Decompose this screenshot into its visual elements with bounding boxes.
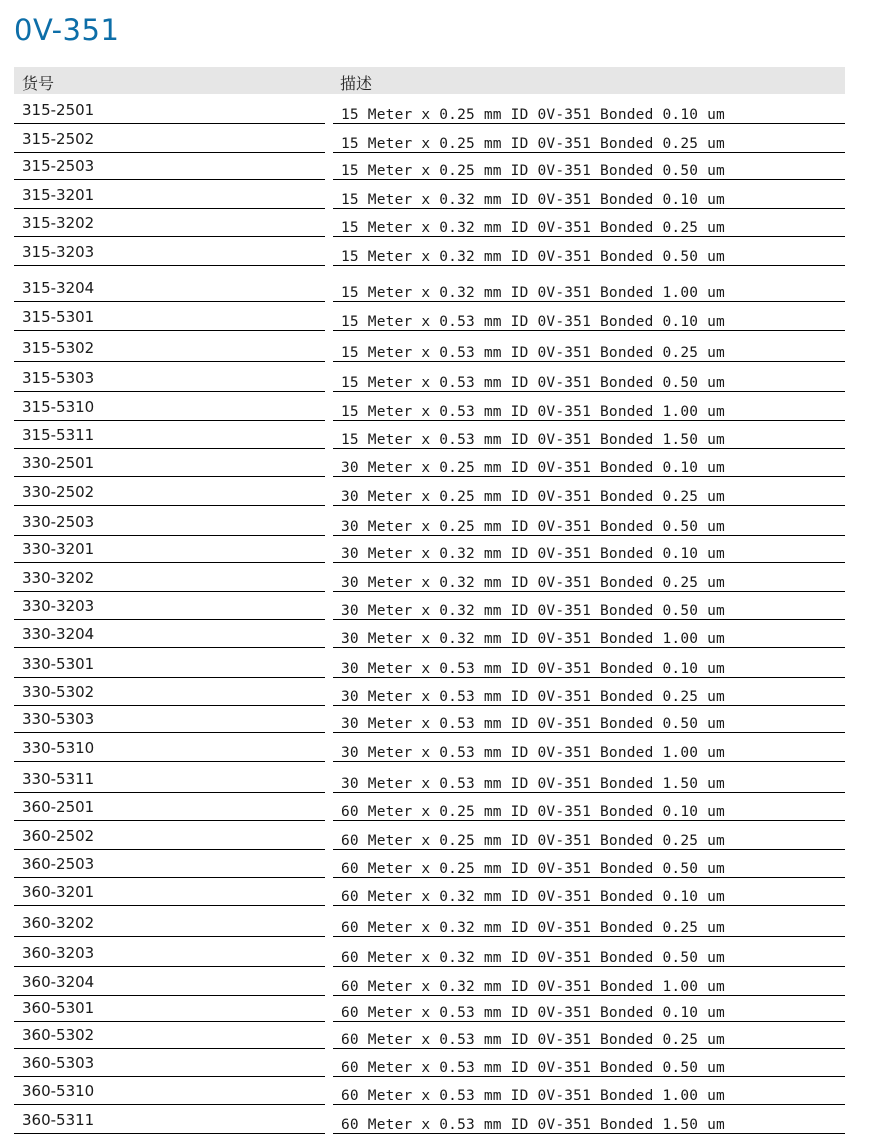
product-description: 15 Meter x 0.25 mm ID 0V-351 Bonded 0.10 um (341, 107, 725, 123)
product-code: 330-3203 (22, 597, 95, 615)
table-row (0, 209, 892, 237)
table-row (0, 1105, 892, 1134)
row-divider (14, 1133, 325, 1134)
product-code: 360-3201 (22, 883, 95, 901)
table-row (0, 648, 892, 678)
product-description: 30 Meter x 0.53 mm ID 0V-351 Bonded 1.00 um (341, 745, 725, 761)
product-description: 60 Meter x 0.25 mm ID 0V-351 Bonded 0.50 um (341, 861, 725, 877)
product-code: 315-2501 (22, 101, 95, 119)
table-row (0, 793, 892, 821)
product-code: 330-5301 (22, 655, 95, 673)
product-code: 360-3204 (22, 973, 95, 991)
product-description: 30 Meter x 0.25 mm ID 0V-351 Bonded 0.10 um (341, 460, 725, 476)
table-row (0, 678, 892, 706)
row-divider (333, 1133, 845, 1134)
product-description: 30 Meter x 0.32 mm ID 0V-351 Bonded 1.00 um (341, 631, 725, 647)
product-code: 360-2503 (22, 855, 95, 873)
product-description: 30 Meter x 0.32 mm ID 0V-351 Bonded 0.10 um (341, 546, 725, 562)
product-description: 30 Meter x 0.53 mm ID 0V-351 Bonded 0.25 um (341, 689, 725, 705)
table-row (0, 878, 892, 906)
product-code: 360-5310 (22, 1082, 95, 1100)
column-header-code: 货号 (22, 74, 55, 93)
product-description: 30 Meter x 0.32 mm ID 0V-351 Bonded 0.25 um (341, 575, 725, 591)
table-row (0, 95, 892, 124)
table-row (0, 124, 892, 153)
product-code: 330-3202 (22, 569, 95, 587)
table-row (0, 449, 892, 477)
product-description: 15 Meter x 0.32 mm ID 0V-351 Bonded 1.00 um (341, 285, 725, 301)
product-description: 15 Meter x 0.53 mm ID 0V-351 Bonded 1.50 um (341, 432, 725, 448)
product-code: 360-2502 (22, 827, 95, 845)
product-description: 30 Meter x 0.25 mm ID 0V-351 Bonded 0.25 um (341, 489, 725, 505)
product-description: 15 Meter x 0.25 mm ID 0V-351 Bonded 0.25 um (341, 136, 725, 152)
table-row (0, 733, 892, 762)
product-description: 30 Meter x 0.53 mm ID 0V-351 Bonded 0.10 um (341, 661, 725, 677)
product-code: 315-5302 (22, 339, 95, 357)
product-code: 360-5311 (22, 1111, 95, 1129)
column-header-description: 描述 (340, 74, 373, 93)
product-code: 315-5310 (22, 398, 95, 416)
table-row (0, 850, 892, 878)
table-row (0, 967, 892, 996)
table-row (0, 266, 892, 302)
product-code: 330-2503 (22, 513, 95, 531)
product-code: 330-3204 (22, 625, 95, 643)
product-code: 330-2501 (22, 454, 95, 472)
product-description: 30 Meter x 0.25 mm ID 0V-351 Bonded 0.50 um (341, 519, 725, 535)
product-code: 330-5311 (22, 770, 95, 788)
table-row (0, 937, 892, 967)
product-description: 60 Meter x 0.53 mm ID 0V-351 Bonded 1.00 um (341, 1088, 725, 1104)
table-row (0, 302, 892, 331)
product-code: 360-3203 (22, 944, 95, 962)
product-code: 315-3203 (22, 243, 95, 261)
table-row (0, 536, 892, 563)
table-row (0, 620, 892, 648)
table-row (0, 706, 892, 733)
product-description: 15 Meter x 0.25 mm ID 0V-351 Bonded 0.50 um (341, 163, 725, 179)
product-code: 315-5303 (22, 369, 95, 387)
product-description: 60 Meter x 0.25 mm ID 0V-351 Bonded 0.10 um (341, 804, 725, 820)
product-description: 15 Meter x 0.32 mm ID 0V-351 Bonded 0.50 um (341, 249, 725, 265)
product-code: 315-5311 (22, 426, 95, 444)
product-description: 15 Meter x 0.32 mm ID 0V-351 Bonded 0.25 um (341, 220, 725, 236)
page-title: 0V-351 (14, 13, 120, 47)
table-row (0, 506, 892, 536)
table-row (0, 762, 892, 793)
product-description: 15 Meter x 0.53 mm ID 0V-351 Bonded 0.50 um (341, 375, 725, 391)
product-code: 360-2501 (22, 798, 95, 816)
table-row (0, 331, 892, 362)
table-row (0, 237, 892, 266)
product-code: 315-2502 (22, 130, 95, 148)
table-row (0, 392, 892, 421)
product-code: 330-3201 (22, 540, 95, 558)
product-description: 15 Meter x 0.53 mm ID 0V-351 Bonded 0.10 um (341, 314, 725, 330)
product-description: 60 Meter x 0.32 mm ID 0V-351 Bonded 0.10 um (341, 889, 725, 905)
product-code: 360-5301 (22, 999, 95, 1017)
table-row (0, 821, 892, 850)
product-description: 60 Meter x 0.53 mm ID 0V-351 Bonded 0.25 um (341, 1032, 725, 1048)
table-row (0, 592, 892, 620)
product-code: 360-3202 (22, 914, 95, 932)
table-row (0, 1022, 892, 1049)
product-code: 315-3202 (22, 214, 95, 232)
product-code: 330-5303 (22, 710, 95, 728)
product-description: 60 Meter x 0.32 mm ID 0V-351 Bonded 0.25 um (341, 920, 725, 936)
table-row (0, 180, 892, 209)
product-description: 30 Meter x 0.32 mm ID 0V-351 Bonded 0.50 um (341, 603, 725, 619)
product-description: 60 Meter x 0.53 mm ID 0V-351 Bonded 0.10 um (341, 1005, 725, 1021)
product-code: 315-3201 (22, 186, 95, 204)
product-code: 315-2503 (22, 157, 95, 175)
product-code: 330-5310 (22, 739, 95, 757)
product-description: 15 Meter x 0.53 mm ID 0V-351 Bonded 0.25 um (341, 345, 725, 361)
product-code: 330-5302 (22, 683, 95, 701)
table-row (0, 1049, 892, 1077)
product-description: 60 Meter x 0.25 mm ID 0V-351 Bonded 0.25 um (341, 833, 725, 849)
table-row (0, 1077, 892, 1105)
table-row (0, 563, 892, 592)
product-description: 30 Meter x 0.53 mm ID 0V-351 Bonded 1.50 um (341, 776, 725, 792)
product-description: 30 Meter x 0.53 mm ID 0V-351 Bonded 0.50 um (341, 716, 725, 732)
table-row (0, 153, 892, 180)
product-description: 60 Meter x 0.53 mm ID 0V-351 Bonded 0.50 um (341, 1060, 725, 1076)
table-row (0, 477, 892, 506)
product-code: 360-5303 (22, 1054, 95, 1072)
product-description: 15 Meter x 0.32 mm ID 0V-351 Bonded 0.10 um (341, 192, 725, 208)
product-description: 60 Meter x 0.32 mm ID 0V-351 Bonded 0.50 um (341, 950, 725, 966)
product-code: 330-2502 (22, 483, 95, 501)
product-description: 60 Meter x 0.53 mm ID 0V-351 Bonded 1.50 um (341, 1117, 725, 1133)
table-row (0, 906, 892, 937)
product-description: 15 Meter x 0.53 mm ID 0V-351 Bonded 1.00 um (341, 404, 725, 420)
product-code: 360-5302 (22, 1026, 95, 1044)
table-row (0, 421, 892, 449)
product-code: 315-3204 (22, 279, 95, 297)
product-description: 60 Meter x 0.32 mm ID 0V-351 Bonded 1.00 um (341, 979, 725, 995)
table-row (0, 362, 892, 392)
table-row (0, 996, 892, 1022)
product-code: 315-5301 (22, 308, 95, 326)
